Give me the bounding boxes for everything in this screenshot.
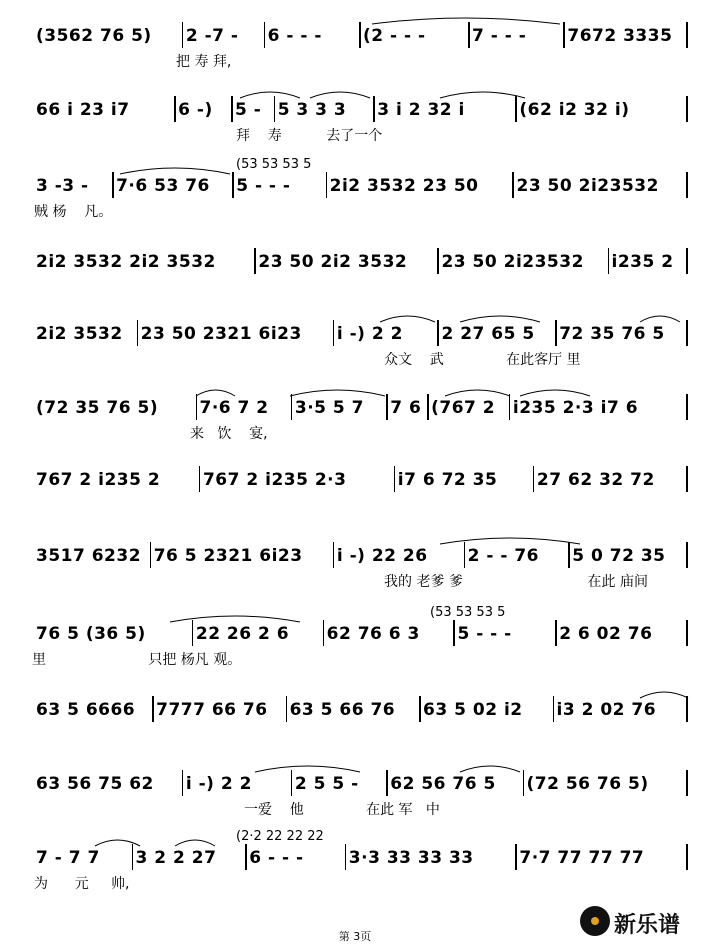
barline — [326, 172, 328, 198]
notation-row — [0, 100, 710, 122]
lyric-line: 里 只把 杨凡 观。 — [32, 652, 242, 668]
lyric-line: 众文 武 在此客厅 里 — [384, 352, 581, 368]
measure-notes: 72 35 76 5 — [559, 324, 665, 344]
barline — [386, 394, 388, 420]
measure-notes: 2 6 02 76 — [559, 624, 653, 644]
barline — [291, 770, 293, 796]
measure-notes: 2 5 5 - — [294, 774, 359, 794]
barline — [359, 22, 361, 48]
measure-notes: i7 6 72 35 — [397, 470, 498, 490]
measure-notes: 3 2 2 27 — [135, 848, 217, 868]
measure-notes: 767 2 i235 2·3 — [202, 470, 347, 490]
barline — [345, 844, 347, 870]
notation-row — [0, 624, 710, 646]
barline — [686, 320, 688, 346]
barline — [686, 844, 688, 870]
slur-arc — [120, 168, 230, 174]
alternate-notation: (53 53 53 5 — [430, 605, 506, 620]
barline — [174, 96, 176, 122]
measure-notes: i -) 2 2 — [185, 774, 252, 794]
slur-arc — [640, 692, 688, 698]
slur-arc — [640, 316, 680, 322]
measure-notes: 3·5 5 7 — [294, 398, 364, 418]
record-icon — [580, 906, 610, 936]
logo-text: 新乐谱 — [614, 913, 681, 938]
barline — [291, 394, 293, 420]
barline — [686, 466, 688, 492]
barline — [333, 542, 335, 568]
measure-notes: (767 2 — [431, 398, 496, 418]
measure-notes: 2 -7 - — [185, 26, 239, 46]
measure-notes: (72 56 76 5) — [526, 774, 649, 794]
barline — [386, 770, 388, 796]
barline — [608, 248, 610, 274]
barline — [286, 696, 288, 722]
notation-row — [0, 26, 710, 48]
barline — [196, 394, 198, 420]
measure-notes: 23 50 2321 6i23 — [140, 324, 302, 344]
measure-notes: 3·3 33 33 33 — [348, 848, 474, 868]
measure-notes: (2 - - - — [363, 26, 426, 46]
barline — [686, 96, 688, 122]
barline — [231, 96, 233, 122]
barline — [686, 542, 688, 568]
barline — [686, 620, 688, 646]
slur-arc — [240, 92, 300, 98]
measure-notes: 22 26 2 6 — [195, 624, 290, 644]
barline — [264, 22, 266, 48]
barline — [199, 466, 201, 492]
page-number: 第 3页 — [338, 930, 372, 943]
measure-notes: 2 - - 76 — [467, 546, 539, 566]
slur-arc — [196, 390, 235, 396]
barline — [112, 172, 114, 198]
measure-notes: 2i2 3532 — [36, 324, 123, 344]
measure-notes: 7672 3335 — [567, 26, 673, 46]
slur-arc — [445, 390, 510, 396]
notation-row — [0, 252, 710, 274]
measure-notes: i -) 2 2 — [336, 324, 403, 344]
barline — [686, 22, 688, 48]
barline — [437, 320, 439, 346]
measure-notes: 63 5 6666 — [36, 700, 136, 720]
barline — [323, 620, 325, 646]
slur-arc — [380, 316, 435, 322]
barline — [427, 394, 429, 420]
barline — [686, 696, 688, 722]
measure-notes: 2i2 3532 23 50 — [329, 176, 479, 196]
measure-notes: 5 3 3 3 — [277, 100, 347, 120]
measure-notes: 62 56 76 5 — [390, 774, 496, 794]
barline — [686, 770, 688, 796]
notation-row — [0, 774, 710, 796]
barline — [533, 466, 535, 492]
measure-notes: 63 56 75 62 — [36, 774, 154, 794]
barline — [464, 542, 466, 568]
slur-arc — [310, 92, 370, 98]
measure-notes: i235 2·3 i7 6 — [512, 398, 639, 418]
measure-notes: 5 - — [235, 100, 262, 120]
barline — [515, 844, 517, 870]
measure-notes: i235 2 — [611, 252, 674, 272]
lyric-line: 一爱 他 在此 军 中 — [244, 802, 440, 818]
slur-arc — [520, 390, 590, 396]
slur-arc — [440, 92, 525, 98]
measure-notes: 7·7 77 77 77 — [519, 848, 645, 868]
barline — [509, 394, 511, 420]
measure-notes: 66 i 23 i7 — [36, 100, 130, 120]
measure-notes: 27 62 32 72 — [536, 470, 655, 490]
barline — [523, 770, 525, 796]
measure-notes: 3 i 2 32 i — [377, 100, 465, 120]
slur-arc — [290, 390, 385, 396]
barline — [137, 320, 139, 346]
barline — [555, 320, 557, 346]
barline — [515, 96, 517, 122]
notation-row — [0, 324, 710, 346]
barline — [394, 466, 396, 492]
barline — [182, 770, 184, 796]
barline — [453, 620, 455, 646]
barline — [568, 542, 570, 568]
measure-notes: i -) 22 26 — [336, 546, 428, 566]
measure-notes: 3 -3 - — [36, 176, 89, 196]
barline — [152, 696, 154, 722]
barline — [245, 844, 247, 870]
measure-notes: i3 2 02 76 — [556, 700, 657, 720]
measure-notes: 7 - - - — [472, 26, 527, 46]
barline — [150, 542, 152, 568]
barline — [254, 248, 256, 274]
measure-notes: 6 - - - — [267, 26, 322, 46]
barline — [563, 22, 565, 48]
measure-notes: (3562 76 5) — [36, 26, 152, 46]
barline — [232, 172, 234, 198]
measure-notes: (62 i2 32 i) — [519, 100, 630, 120]
measure-notes: 6 - - - — [249, 848, 304, 868]
measure-notes: 23 50 2i23532 — [516, 176, 659, 196]
measure-notes: 76 5 2321 6i23 — [153, 546, 303, 566]
barline — [437, 248, 439, 274]
slur-arc — [95, 840, 140, 846]
measure-notes: (72 35 76 5) — [36, 398, 159, 418]
barline — [132, 844, 134, 870]
barline — [373, 96, 375, 122]
lyric-line: 为 元 帅, — [34, 876, 130, 892]
measure-notes: 76 5 (36 5) — [36, 624, 146, 644]
barline — [333, 320, 335, 346]
slur-arc — [440, 538, 580, 544]
slur-arc — [170, 616, 300, 622]
alternate-notation: (2·2 22 22 22 — [236, 829, 324, 844]
alternate-notation: (53 53 53 5 — [236, 157, 312, 172]
barline — [686, 394, 688, 420]
lyric-line: 来 饮 宴, — [190, 426, 268, 442]
measure-notes: 7 - 7 7 — [36, 848, 100, 868]
slur-arc — [255, 766, 360, 772]
measure-notes: 2i2 3532 2i2 3532 — [36, 252, 216, 272]
barline — [553, 696, 555, 722]
measure-notes: 2 27 65 5 — [441, 324, 535, 344]
notation-row — [0, 848, 710, 870]
barline — [274, 96, 276, 122]
notation-row — [0, 176, 710, 198]
measure-notes: 3517 6232 — [36, 546, 142, 566]
measure-notes: 5 - - - — [457, 624, 512, 644]
measure-notes: 7777 66 76 — [156, 700, 268, 720]
site-logo — [580, 906, 706, 940]
lyric-line: 拜 寿 去了一个 — [236, 128, 383, 144]
measure-notes: 5 0 72 35 — [572, 546, 666, 566]
measure-notes: 23 50 2i23532 — [441, 252, 584, 272]
measure-notes: 7·6 53 76 — [116, 176, 210, 196]
barline — [468, 22, 470, 48]
barline — [512, 172, 514, 198]
measure-notes: 7·6 7 2 — [199, 398, 269, 418]
lyric-line: 把 寿 拜, — [176, 54, 232, 70]
barline — [686, 248, 688, 274]
measure-notes: 63 5 02 i2 — [423, 700, 523, 720]
barline — [686, 172, 688, 198]
notation-row — [0, 700, 710, 722]
barline — [182, 22, 184, 48]
slur-arc — [460, 766, 520, 772]
measure-notes: 63 5 66 76 — [289, 700, 396, 720]
measure-notes: 23 50 2i2 3532 — [258, 252, 408, 272]
measure-notes: 5 - - - — [236, 176, 291, 196]
notation-row — [0, 398, 710, 420]
lyric-line: 我的 老爹 爹 在此 庙间 — [384, 574, 648, 590]
slur-arc — [175, 840, 215, 846]
barline — [419, 696, 421, 722]
measure-notes: 62 76 6 3 — [326, 624, 420, 644]
slur-arc — [460, 316, 540, 322]
slur-arc — [372, 18, 560, 24]
notation-row — [0, 470, 710, 492]
barline — [555, 620, 557, 646]
barline — [192, 620, 194, 646]
notation-row — [0, 546, 710, 568]
measure-notes: 7 6 — [390, 398, 422, 418]
measure-notes: 6 -) — [178, 100, 213, 120]
measure-notes: 767 2 i235 2 — [36, 470, 161, 490]
lyric-line: 贼 杨 凡。 — [34, 204, 113, 220]
